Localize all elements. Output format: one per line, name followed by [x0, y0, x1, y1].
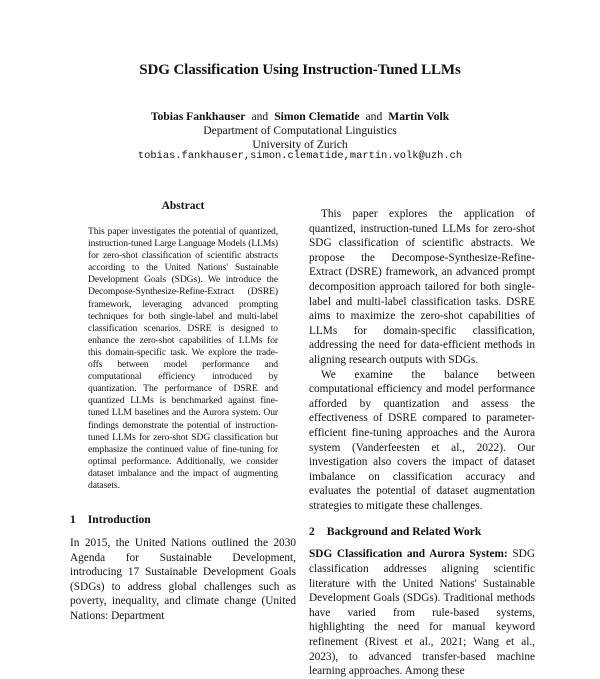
paragraph: This paper explores the application of quantized, instruction-tuned LLMs for zero-shot SDG classification of scientific abstracts. We propose the Decompose-Synthesize-Refine-Extract (DSRE) framework, an advanced prompt decomposition approach tailored for both single-label and multi-label classification tasks. DSRE aims to maximize the zero-shot capabilities of LLMs for domain-specific classification, addressing the need for data-efficient methods in aligning research outputs with SDGs.	[309, 208, 535, 366]
section-heading-introduction	[70, 513, 151, 526]
run-in-heading: SDG Classification and Aurora System:	[309, 548, 508, 561]
abstract-text: This paper investigates the potential of quantized, instruction-tuned Large Language Models (LLMs) for zero-shot classification of scientific abstracts according to the United Nations' Sustainable Development Goals (SDGs). We introduce the Decompose-Synthesize-Refine-Extract (DSRE) framework, leveraging advanced prompting techniques for both single-label and multi-label classification scenarios. DSRE is designed to enhance the zero-shot capabilities of LLMs for this domain-specific task. We explore the trade-offs between model performance and computational efficiency introduced by quantization. The performance of DSRE and quantized LLMs is benchmarked against fine-tuned LLM baselines and the Aurora system. Our findings demonstrate the potential of instruction-tuned LLMs for zero-shot SDG classification but emphasize the continued value of fine-tuning for optimal performance. Additionally, we consider dataset imbalance and the impact of augmenting datasets.	[88, 226, 278, 491]
paragraph	[309, 547, 535, 678]
department: Department of Computational Linguistics	[203, 124, 397, 137]
paragraph: We examine the balance between computational efficiency and model performance afforded by quantization and assess the effectiveness of DSRE compared to parameter-efficient fine-tuning approaches and the Aurora system (Vanderfeesten et al., 2022). Our investigation also covers the impact of dataset imbalance on classification accuracy and evaluates the potential of dataset augmentation strategies to mitigate these challenges.	[309, 368, 535, 512]
section-number: 1	[70, 513, 76, 526]
paragraph-body: SDG classification addresses aligning scientific literature with the United Nations' Sustainable Development Goals (SDGs). Traditional methods have varied from rule-based systems, highlighting the need for manual keyword refinement (Rivest et al., 2021; Wang et al., 2023), to advanced transfer-based machine learning approaches. Among these	[309, 548, 535, 678]
author-separator: and	[251, 110, 269, 123]
section-title: Introduction	[87, 513, 151, 526]
author-name: Martin Volk	[388, 110, 450, 123]
right-column	[309, 207, 535, 679]
author-name: Simon Clematide	[274, 110, 360, 123]
author-name: Tobias Fankhauser	[150, 110, 246, 123]
university: University of Zurich	[252, 138, 348, 151]
abstract-heading: Abstract	[161, 200, 205, 212]
author-separator: and	[365, 110, 383, 123]
section-title: Background and Related Work	[326, 525, 482, 539]
abstract-block	[70, 200, 296, 492]
introduction-text: In 2015, the United Nations outlined the 2030 Agenda for Sustainable Development, introducing 17 Sustainable Development Goals (SDGs) to address global challenges such as poverty, inequality, and climate change (United Nations: Department	[70, 537, 296, 622]
author-list	[0, 110, 600, 124]
section-heading-background	[309, 525, 535, 538]
paper-title: SDG Classification Using Instruction-Tuned LLMs	[139, 62, 461, 78]
author-emails: tobias.fankhauser,simon.clematide,martin.volk@uzh.ch	[137, 150, 463, 162]
section-number: 2	[309, 525, 315, 539]
